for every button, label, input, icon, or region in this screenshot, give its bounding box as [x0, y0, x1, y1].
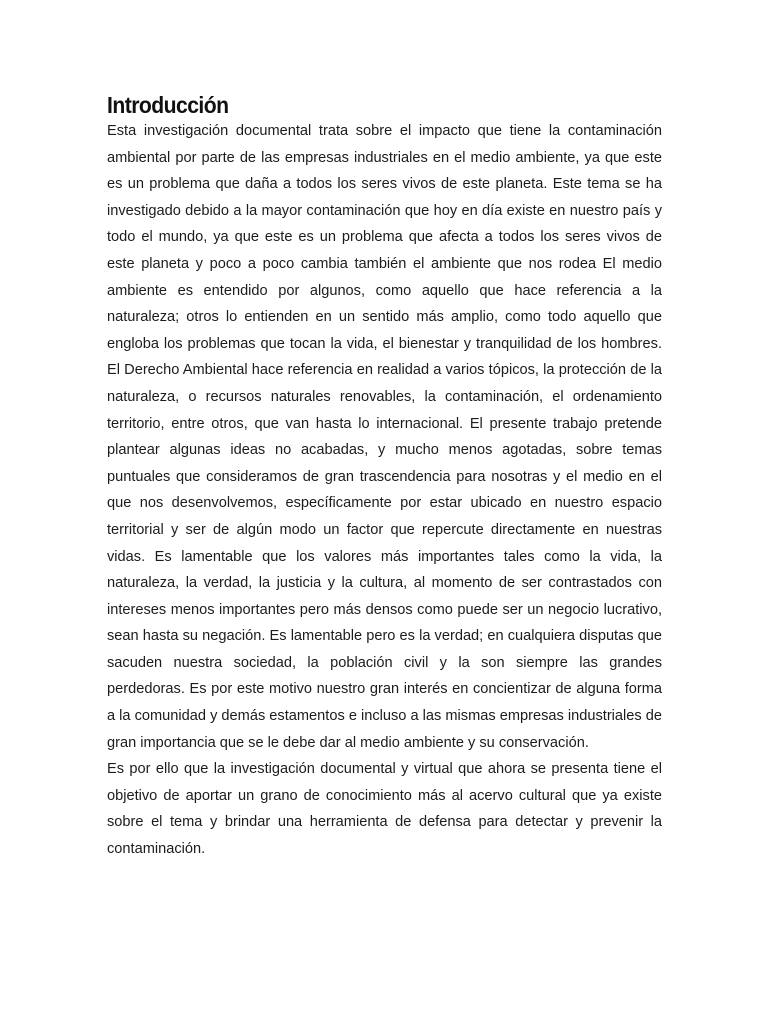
- paragraph-1: Esta investigación documental trata sobre el impacto que tiene la contaminación ambiental por parte de las empresas industriales en el medio ambiente, ya que este es un problema que daña a todos los seres vivos de este planeta. Este tema se ha investigado debido a la mayor contaminación que hoy en día existe en nuestro país y todo el mundo, ya que este es un problema que afecta a todos los seres vivos de este planeta y poco a poco cambia también el ambiente que nos rodea El medio ambiente es entendido por algunos, como aquello que hace referencia a la naturaleza; otros lo entienden en un sentido más amplio, como todo aquello que engloba los problemas que tocan la vida, el bienestar y tranquilidad de los hombres. El Derecho Ambiental hace referencia en realidad a varios tópicos, la protección de la naturaleza, o recursos naturales renovables, la contaminación, el ordenamiento territorio, entre otros, que van hasta lo internacional. El presente trabajo pretende plantear algunas ideas no acabadas, y mucho menos agotadas, sobre temas puntuales que consideramos de gran trascendencia para nosotras y el medio en el que nos desenvolvemos, específicamente por estar ubicado en nuestro espacio territorial y ser de algún modo un factor que repercute directamente en nuestras vidas. Es lamentable que los valores más importantes tales como la vida, la naturaleza, la verdad, la justicia y la cultura, al momento de ser contrastados con intereses menos importantes pero más densos como puede ser un negocio lucrativo, sean hasta su negación. Es lamentable pero es la verdad; en cualquiera disputas que sacuden nuestra sociedad, la población civil y la son siempre las grandes perdedoras. Es por este motivo nuestro gran interés en concientizar de alguna forma a la comunidad y demás estamentos e incluso a las mismas empresas industriales de gran importancia que se le debe dar al medio ambiente y su conservación.: [107, 123, 662, 751]
- section-title: Introducción: [107, 92, 229, 118]
- paragraph-2: Es por ello que la investigación documental y virtual que ahora se presenta tiene el objetivo de aportar un grano de conocimiento más al acervo cultural que ya existe sobre el tema y brindar una herramienta de defensa para detectar y prevenir la contaminación.: [107, 761, 662, 858]
- document-body: [107, 91, 662, 863]
